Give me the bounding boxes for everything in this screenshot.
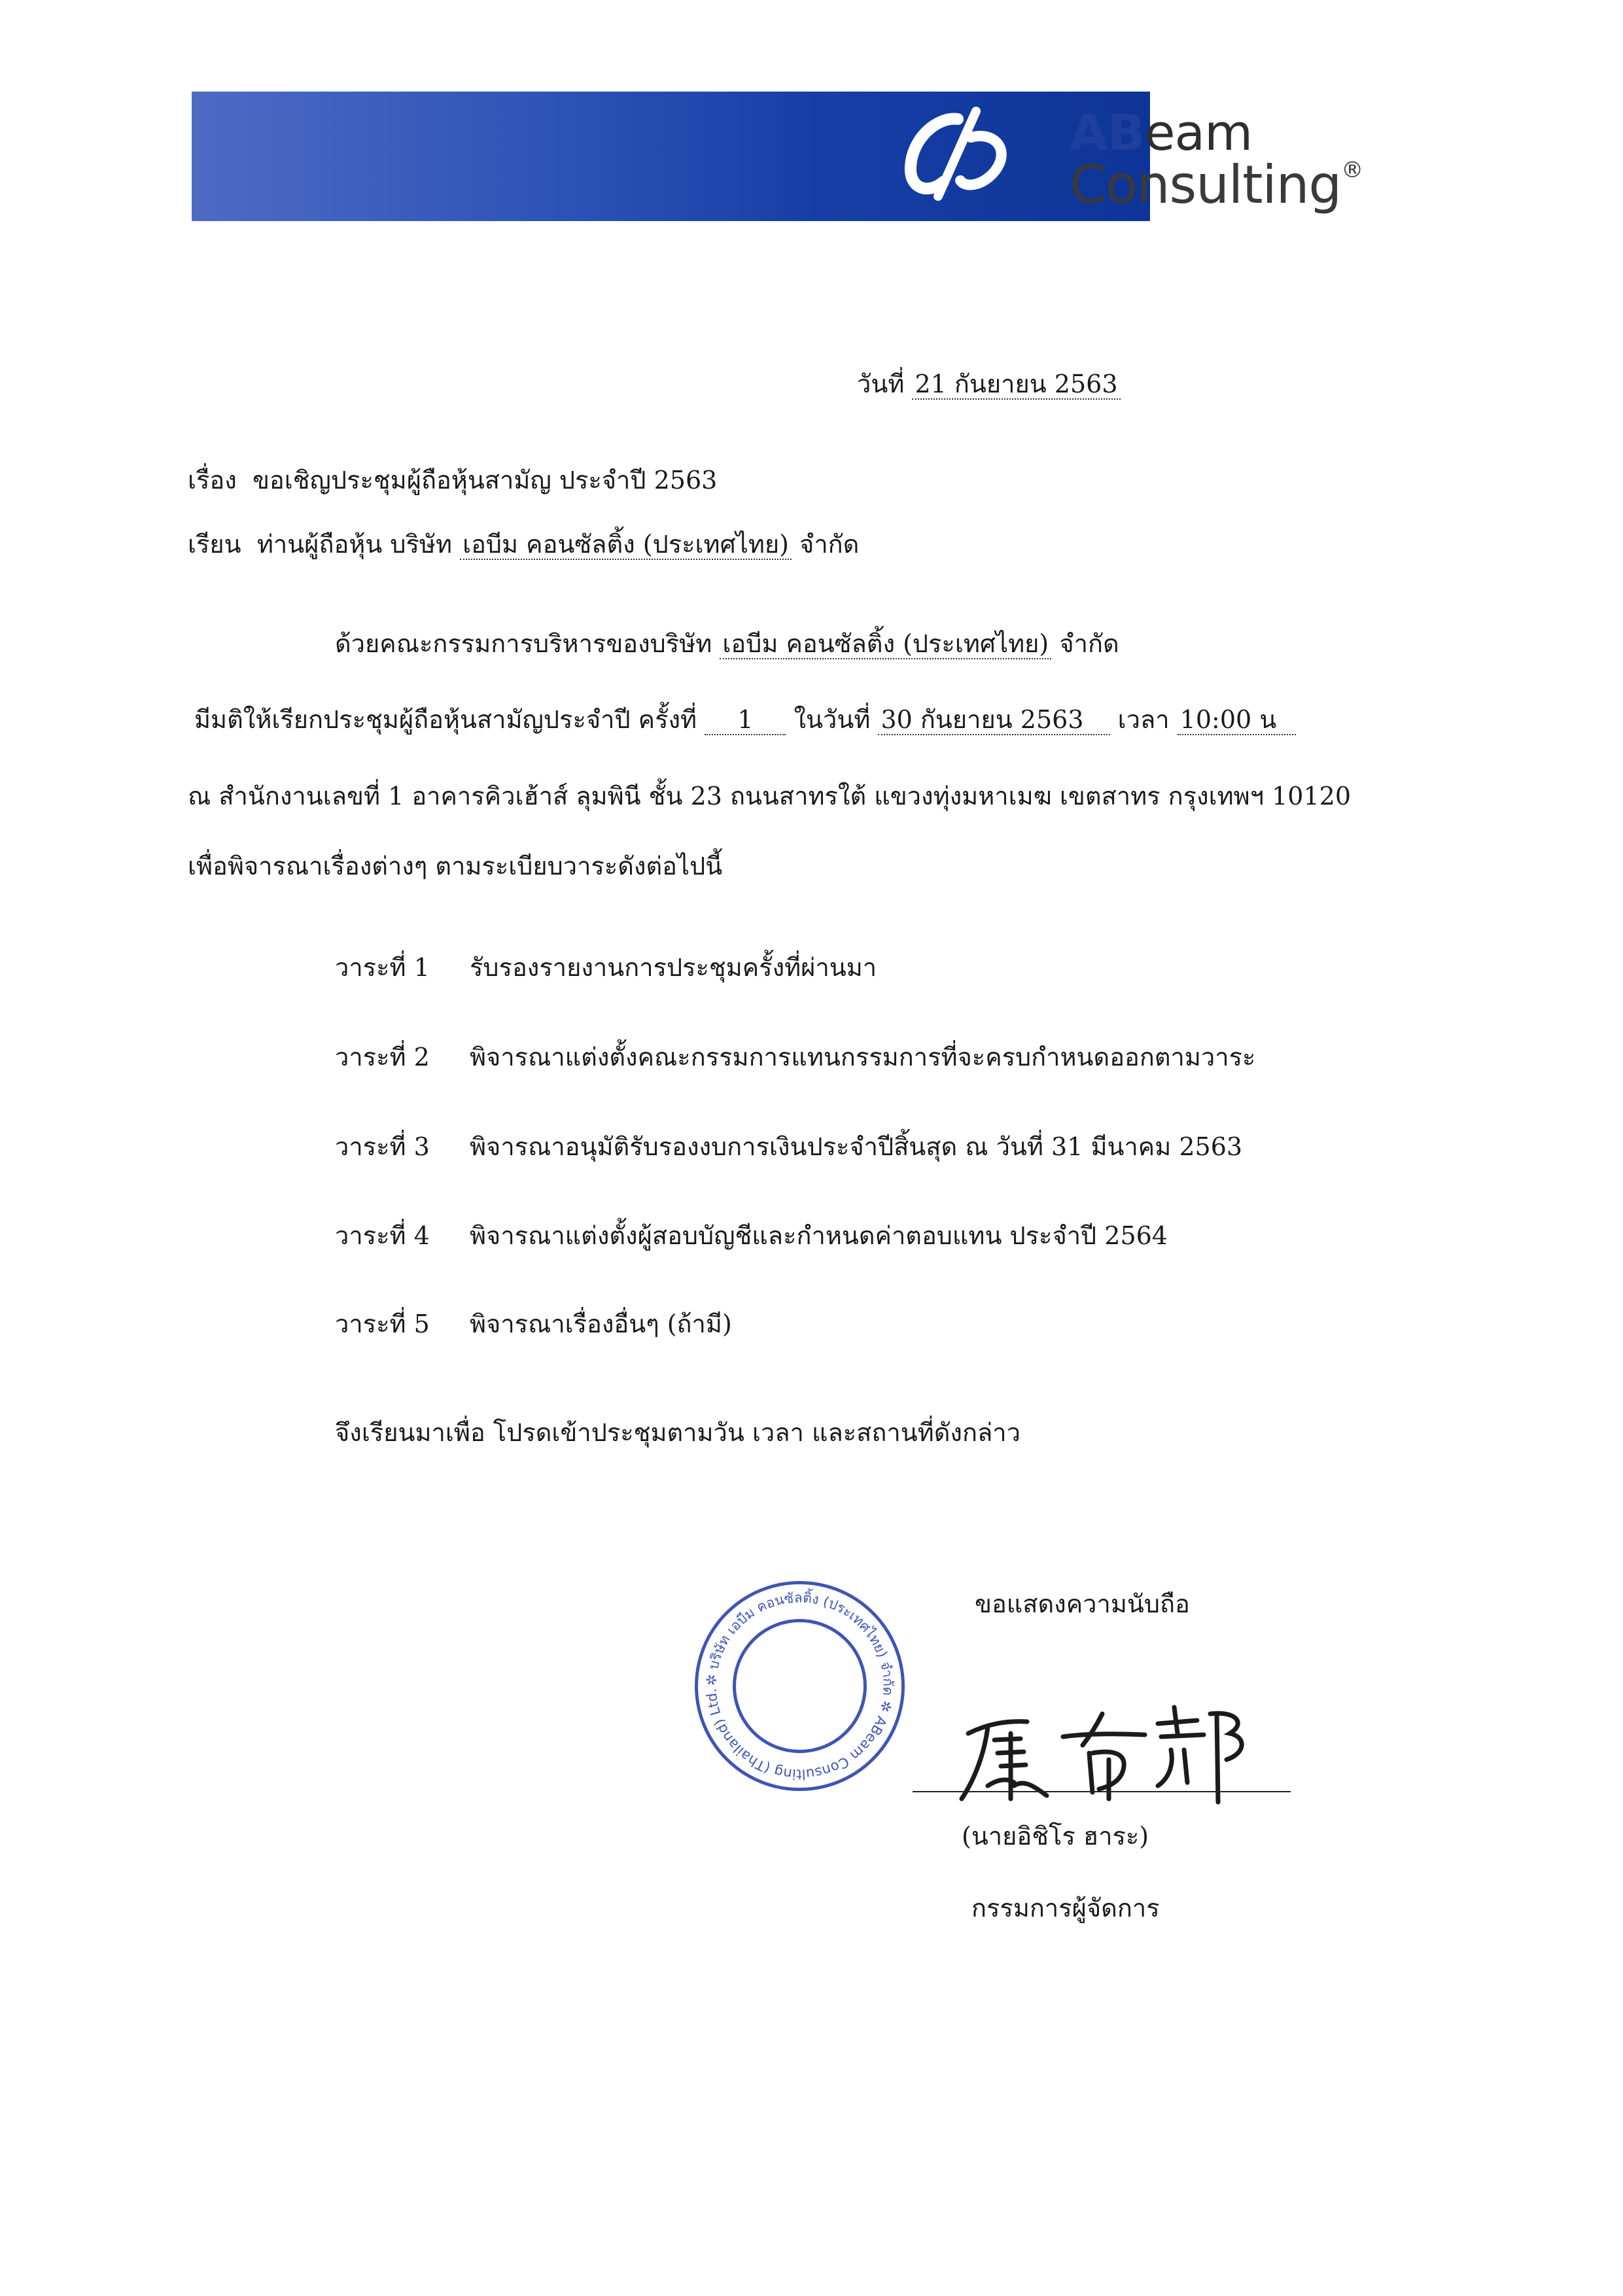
- body-line1-suffix: จำกัด: [1059, 629, 1119, 658]
- recipient-prefix: ท่านผู้ถือหุ้น บริษัท: [256, 530, 453, 559]
- body-line1-company: เอบีม คอนซัลติ้ง (ประเทศไทย): [720, 629, 1051, 659]
- date-line: [857, 370, 1121, 400]
- agenda-label-2: วาระที่ 2: [335, 1043, 430, 1071]
- subject-line: [188, 466, 717, 496]
- body-line2-prefix: มีมติให้เรียกประชุมผู้ถือหุ้นสามัญประจำปี ครั้งที่: [194, 705, 697, 734]
- agenda-label-3: วาระที่ 3: [335, 1132, 430, 1161]
- agenda-text-5: พิจารณาเรื่องอื่นๆ (ถ้ามี): [470, 1310, 732, 1338]
- agenda-label-4: วาระที่ 4: [335, 1221, 430, 1250]
- recipient-company: เอบีม คอนซัลติ้ง (ประเทศไทย): [460, 530, 792, 560]
- company-seal-stamp: [690, 1576, 909, 1796]
- agenda-text-4: พิจารณาแต่งตั้งผู้สอบบัญชีและกำหนดค่าตอบแทน ประจำปี 2564: [470, 1221, 1168, 1250]
- recipient-suffix: จำกัด: [799, 530, 860, 559]
- agenda-label-1: วาระที่ 1: [335, 953, 430, 982]
- signer-title: กรรมการผู้จัดการ: [971, 1894, 1160, 1922]
- body-line-4: เพื่อพิจารณาเรื่องต่างๆ ตามระเบียบวาระดังต่อไปนี้: [188, 852, 723, 880]
- company-logo-wordmark: [1070, 103, 1363, 215]
- closing-paragraph: จึงเรียนมาเพื่อ โปรดเข้าประชุมตามวัน เวลา และสถานที่ดังกล่าว: [335, 1418, 1021, 1447]
- seal-ring-text: ✲ บริษัท เอบีม คอนซัลติ้ง (ประเทศไทย) จำกัด ✲ ABeam Consulting (Thailand) Ltd.: [703, 1590, 896, 1783]
- body-line-1: [335, 629, 1119, 659]
- meeting-time: 10:00 น: [1178, 705, 1297, 735]
- agenda-text-3: พิจารณาอนุมัติรับรองงบการเงินประจำปีสิ้นสุด ณ วันที่ 31 มีนาคม 2563: [470, 1132, 1243, 1161]
- recipient-label: เรียน: [188, 530, 241, 559]
- subject-label: เรื่อง: [188, 466, 237, 495]
- date-value: 21 กันยายน 2563: [912, 370, 1120, 400]
- subject-text: ขอเชิญประชุมผู้ถือหุ้นสามัญ ประจำปี 2563: [252, 466, 718, 495]
- agenda-text-2: พิจารณาแต่งตั้งคณะกรรมการแทนกรรมการที่จะครบกำหนดออกตามวาระ: [470, 1043, 1256, 1071]
- logo-consulting: Consulting: [1070, 154, 1342, 215]
- body-line-2: [194, 705, 1296, 735]
- signature-line: [913, 1791, 1291, 1792]
- signer-name: (นายอิชิโร ฮาระ): [962, 1822, 1149, 1851]
- logo-eam: eam: [1144, 103, 1253, 162]
- body-line-3: ณ สำนักงานเลขที่ 1 อาคารคิวเฮ้าส์ ลุมพินี ชั้น 23 ถนนสาทรใต้ แขวงทุ่งมหาเมฆ เขตสาทร กรุงเทพฯ 10120: [188, 782, 1352, 810]
- handwritten-signature: [949, 1688, 1256, 1805]
- agenda-label-5: วาระที่ 5: [335, 1310, 430, 1338]
- meeting-time-label: เวลา: [1117, 705, 1170, 734]
- meeting-number: 1: [705, 705, 786, 735]
- registered-mark: ®: [1341, 157, 1363, 183]
- abeam-logo-icon: [898, 105, 1015, 203]
- meeting-date: 30 กันยายน 2563: [878, 705, 1109, 735]
- recipient-line: [188, 530, 859, 560]
- agenda-text-1: รับรองรายงานการประชุมครั้งที่ผ่านมา: [470, 953, 877, 982]
- sign-off: ขอแสดงความนับถือ: [975, 1590, 1190, 1618]
- date-label: วันที่: [857, 370, 905, 398]
- logo-ab: AB: [1070, 103, 1145, 162]
- body-line1-prefix: ด้วยคณะกรรมการบริหารของบริษัท: [335, 629, 712, 658]
- meeting-date-label: ในวันที่: [794, 705, 871, 734]
